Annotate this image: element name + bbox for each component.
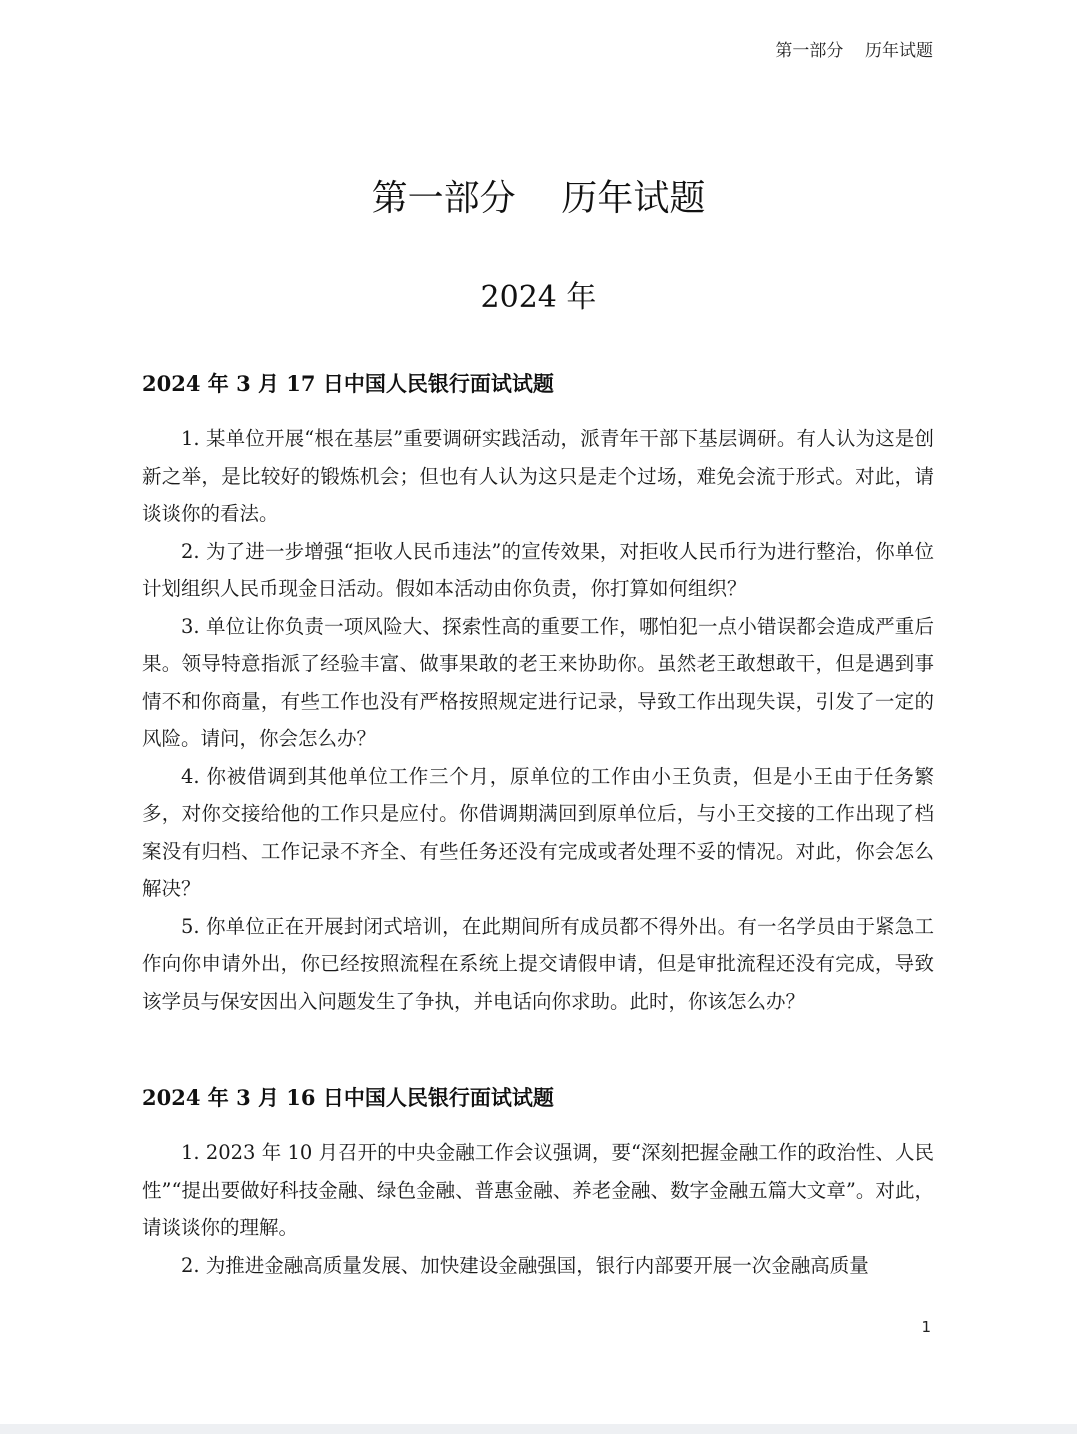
part-title: 第一部分 历年试题 — [371, 178, 706, 219]
question-item: 2. 为了进一步增强“拒收人民币违法”的宣传效果，对拒收人民币行为进行整治，你单位计划组织人民币现金日活动。假如本活动由你负责，你打算如何组织？ — [142, 539, 934, 600]
running-header: 第一部分 历年试题 — [775, 41, 933, 61]
question-item: 4. 你被借调到其他单位工作三个月，原单位的工作由小王负责，但是小王由于任务繁多，对你交接给他的工作只是应付。你借调期满回到原单位后，与小王交接的工作出现了档案没有归档、工作记录不齐全、有些任务还没有完成或者处理不妥的情况。对此，你会怎么解决？ — [142, 764, 934, 900]
question-item: 1. 2023 年 10 月召开的中央金融工作会议强调，要“深刻把握金融工作的政治性、人民性”“提出要做好科技金融、绿色金融、普惠金融、养老金融、数字金融五篇大文章”。对此，请谈谈你的理解。 — [142, 1141, 934, 1239]
question-item: 2. 为推进金融高质量发展、加快建设金融强国，银行内部要开展一次金融高质量 — [181, 1253, 869, 1277]
exam-section-march-16 — [142, 1082, 934, 1284]
section-heading: 2024 年 3 月 16 日中国人民银行面试试题 — [142, 1085, 554, 1110]
exam-section-march-17 — [142, 368, 934, 1020]
year-title: 2024 年 — [480, 280, 597, 315]
question-item: 5. 你单位正在开展封闭式培训，在此期间所有成员都不得外出。有一名学员由于紧急工作向你申请外出，你已经按照流程在系统上提交请假申请，但是审批流程还没有完成，导致该学员与保安因出入问题发生了争执，并电话向你求助。此时，你该怎么办？ — [142, 914, 934, 1013]
question-item: 3. 单位让你负责一项风险大、探索性高的重要工作，哪怕犯一点小错误都会造成严重后果。领导特意指派了经验丰富、做事果敢的老王来协助你。虽然老王敢想敢干，但是遇到事情不和你商量，有些工作也没有严格按照规定进行记录，导致工作出现失误，引发了一定的风险。请问，你会怎么办？ — [142, 614, 934, 750]
question-item: 1. 某单位开展“根在基层”重要调研实践活动，派青年干部下基层调研。有人认为这是创新之举，是比较好的锻炼机会；但也有人认为这只是走个过场，难免会流于形式。对此，请谈谈你的看法。 — [142, 427, 934, 525]
section-heading: 2024 年 3 月 17 日中国人民银行面试试题 — [142, 371, 554, 396]
viewer-bottom-strip — [0, 1424, 1077, 1434]
page-number: 1 — [921, 1318, 931, 1336]
